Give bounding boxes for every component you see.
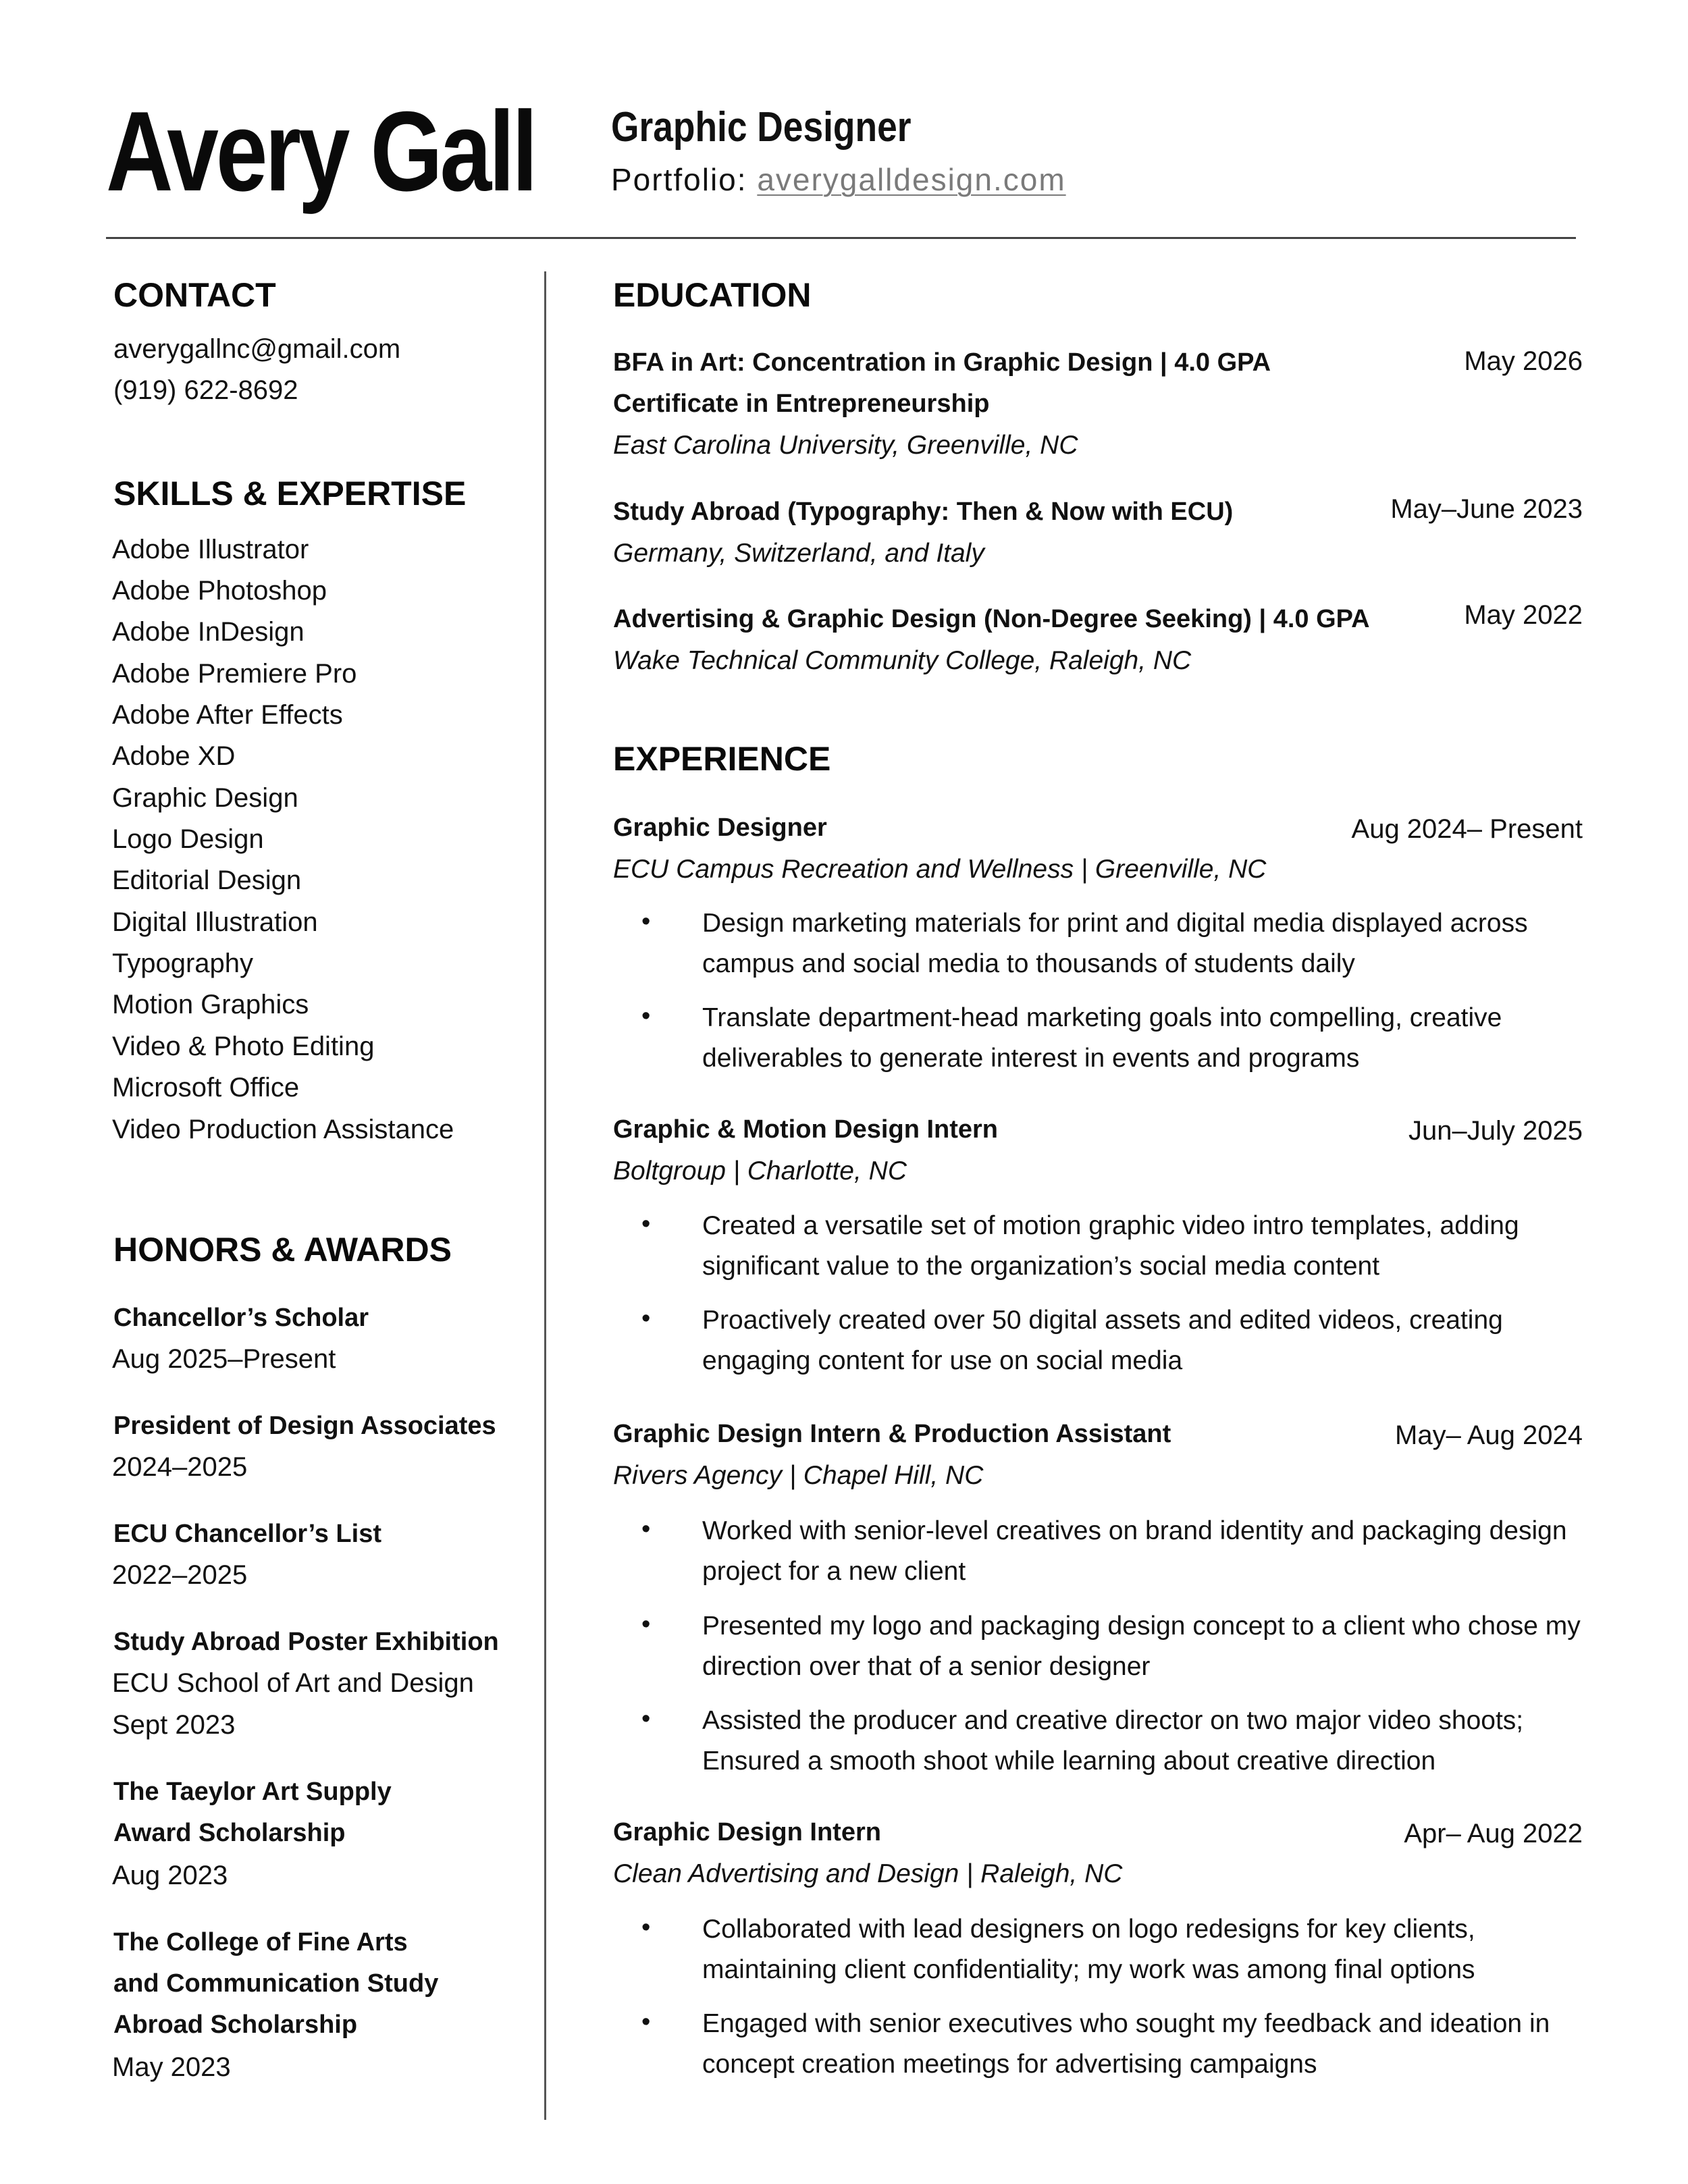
honor-detail: Sept 2023: [112, 1710, 236, 1740]
job-date: May– Aug 2024: [1395, 1420, 1583, 1450]
skill-item: Adobe Premiere Pro: [112, 659, 357, 689]
job-bullet: Created a versatile set of motion graphic video intro templates, adding significant value to the organization’s social media content: [702, 1211, 1519, 1281]
skills-heading: SKILLS & EXPERTISE: [113, 475, 467, 512]
bullet-icon: •: [641, 1610, 651, 1639]
job-bullet: Presented my logo and packaging design concept to a client who chose my direction over that of a senior designer: [702, 1612, 1581, 1682]
bullet-icon: •: [641, 1304, 651, 1333]
skill-item: Adobe After Effects: [112, 700, 343, 730]
honor-title: ECU Chancellor’s List: [113, 1520, 381, 1548]
bullet-icon: •: [641, 1515, 651, 1543]
bullet-icon: •: [641, 907, 651, 936]
honor-title: Award Scholarship: [113, 1819, 346, 1847]
column-divider: [544, 271, 546, 2120]
skill-item: Microsoft Office: [112, 1073, 300, 1102]
contact-email[interactable]: averygallnc@gmail.com: [113, 334, 401, 364]
honor-title: and Communication Study: [113, 1969, 439, 1998]
skill-item: Adobe Illustrator: [112, 535, 309, 564]
bullet-icon: •: [641, 2008, 651, 2036]
job-bullet: Collaborated with lead designers on logo redesigns for key clients, maintaining client confidentiality; my work was among final options: [702, 1915, 1475, 1985]
job-role: Graphic Designer: [613, 814, 827, 842]
education-school: East Carolina University, Greenville, NC: [613, 431, 1078, 460]
honor-title: Study Abroad Poster Exhibition: [113, 1628, 499, 1656]
skill-item: Editorial Design: [112, 865, 302, 895]
job-role: Graphic & Motion Design Intern: [613, 1115, 999, 1144]
portfolio-link[interactable]: averygalldesign.com: [757, 162, 1066, 197]
skill-item: Video Production Assistance: [112, 1115, 454, 1144]
job-date: Aug 2024– Present: [1351, 814, 1583, 844]
contact-heading: CONTACT: [113, 276, 276, 314]
job-org: Clean Advertising and Design | Raleigh, NC: [613, 1859, 1123, 1888]
skill-item: Graphic Design: [112, 783, 298, 813]
honor-title: The Taeylor Art Supply: [113, 1778, 392, 1806]
honor-title: President of Design Associates: [113, 1412, 496, 1440]
contact-phone[interactable]: (919) 622-8692: [113, 375, 298, 405]
job-bullet: Design marketing materials for print and digital media displayed across campus and social media to thousands of students daily: [702, 909, 1528, 979]
job-date: Apr– Aug 2022: [1404, 1819, 1583, 1848]
bullet-icon: •: [641, 1210, 651, 1238]
job-role: Graphic Design Intern & Production Assistant: [613, 1420, 1171, 1448]
education-degree: BFA in Art: Concentration in Graphic Design | 4.0 GPA: [613, 348, 1271, 377]
bullet-icon: •: [641, 1913, 651, 1942]
honor-detail: May 2023: [112, 2052, 231, 2082]
job-org: Boltgroup | Charlotte, NC: [613, 1156, 907, 1186]
bullet-icon: •: [641, 1002, 651, 1030]
skill-item: Motion Graphics: [112, 990, 309, 1019]
experience-heading: EXPERIENCE: [613, 740, 831, 778]
job-bullet: Worked with senior-level creatives on brand identity and packaging design project for a new client: [702, 1516, 1567, 1587]
education-date: May 2022: [1464, 600, 1583, 630]
job-org: ECU Campus Recreation and Wellness | Greenville, NC: [613, 855, 1267, 884]
bullet-icon: •: [641, 1705, 651, 1733]
skill-item: Typography: [112, 949, 254, 978]
honor-title: Abroad Scholarship: [113, 2010, 358, 2039]
education-degree: Certificate in Entrepreneurship: [613, 390, 990, 418]
education-date: May 2026: [1464, 346, 1583, 376]
portfolio-line: [611, 164, 1066, 195]
honor-detail: Aug 2023: [112, 1861, 228, 1890]
header-divider: [106, 237, 1576, 239]
job-bullet: Engaged with senior executives who sought my feedback and ideation in concept creation meetings for advertising campaigns: [702, 2009, 1550, 2079]
education-school: Germany, Switzerland, and Italy: [613, 539, 984, 568]
job-title: Graphic Designer: [611, 104, 912, 151]
honors-heading: HONORS & AWARDS: [113, 1231, 452, 1269]
job-bullet: Proactively created over 50 digital assets and edited videos, creating engaging content for use on social media: [702, 1306, 1503, 1376]
honor-detail: Aug 2025–Present: [112, 1344, 336, 1374]
job-bullet: Translate department-head marketing goals into compelling, creative deliverables to generate interest in events and programs: [702, 1003, 1502, 1073]
skill-item: Adobe Photoshop: [112, 576, 327, 606]
education-heading: EDUCATION: [613, 276, 812, 314]
honor-title: The College of Fine Arts: [113, 1928, 408, 1956]
job-role: Graphic Design Intern: [613, 1818, 881, 1846]
education-date: May–June 2023: [1390, 494, 1583, 524]
skill-item: Adobe InDesign: [112, 617, 305, 647]
skill-item: Video & Photo Editing: [112, 1032, 375, 1061]
honor-title: Chancellor’s Scholar: [113, 1304, 369, 1332]
job-bullet: Assisted the producer and creative director on two major video shoots; Ensured a smooth shoot while learning about creative direction: [702, 1706, 1524, 1776]
honor-detail: 2024–2025: [112, 1452, 248, 1482]
skill-item: Logo Design: [112, 824, 264, 854]
education-school: Wake Technical Community College, Raleigh, NC: [613, 646, 1192, 675]
skill-item: Adobe XD: [112, 741, 236, 771]
honor-detail: ECU School of Art and Design: [112, 1668, 474, 1698]
job-date: Jun–July 2025: [1408, 1116, 1583, 1146]
portfolio-label: Portfolio:: [611, 162, 747, 197]
job-org: Rivers Agency | Chapel Hill, NC: [613, 1461, 984, 1490]
education-degree: Study Abroad (Typography: Then & Now with ECU): [613, 498, 1234, 526]
candidate-name: Avery Gall: [106, 88, 535, 215]
skill-item: Digital Illustration: [112, 907, 318, 937]
honor-detail: 2022–2025: [112, 1560, 248, 1590]
education-degree: Advertising & Graphic Design (Non-Degree Seeking) | 4.0 GPA: [613, 605, 1370, 633]
